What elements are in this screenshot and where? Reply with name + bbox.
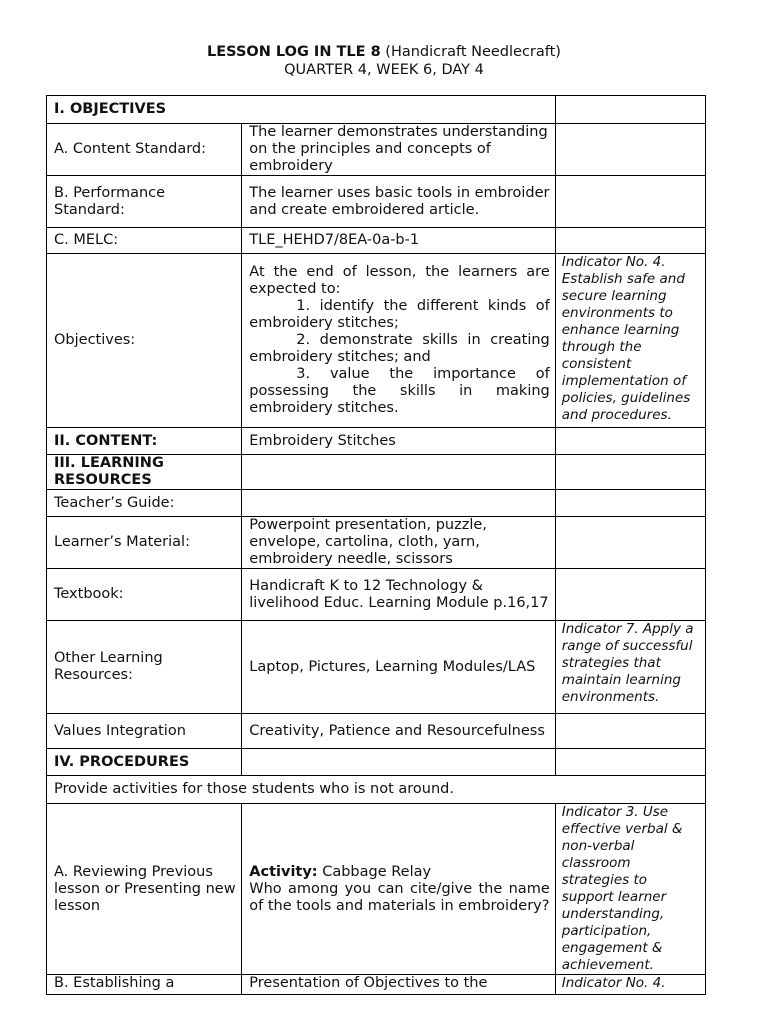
indicator-cell	[555, 749, 705, 776]
other-resources-indicator: Indicator 7. Apply a range of successful strategies that maintain learning environments.	[555, 621, 705, 714]
indicator-cell	[555, 96, 705, 124]
document-subtitle: QUARTER 4, WEEK 6, DAY 4	[284, 62, 484, 78]
indicator-cell	[555, 490, 705, 517]
table-row	[47, 714, 706, 749]
content-label: II. CONTENT:	[47, 428, 242, 455]
textbook-value: Handicraft K to 12 Technology & livelihood Educ. Learning Module p.16,17	[242, 569, 555, 621]
objectives-heading: I. OBJECTIVES	[47, 96, 556, 124]
indicator-cell	[555, 176, 705, 228]
empty-cell	[242, 749, 555, 776]
objectives-intro: At the end of lesson, the learners are expected to:	[249, 264, 550, 297]
activity-name: Cabbage Relay	[317, 863, 432, 880]
table-row	[47, 96, 706, 124]
textbook-label: Textbook:	[47, 569, 242, 621]
indicator-cell	[555, 228, 705, 254]
objective-item-3: 3. value the importance of possessing the skills in making embroidery stitches.	[249, 366, 550, 416]
document-title: LESSON LOG IN TLE 8 (Handicraft Needlecraft)	[207, 44, 561, 60]
indicator-cell	[555, 714, 705, 749]
absent-students-note: Provide activities for those students who is not around.	[47, 776, 706, 804]
objectives-value	[242, 254, 555, 428]
indicator-cell	[555, 517, 705, 569]
table-row	[47, 621, 706, 714]
table-row	[47, 749, 706, 776]
content-standard-value: The learner demonstrates understanding on the principles and concepts of embroidery	[242, 124, 555, 176]
melc-value: TLE_HEHD7/8EA-0a-b-1	[242, 228, 555, 254]
table-row	[47, 254, 706, 428]
values-integration-label: Values Integration	[47, 714, 242, 749]
table-row	[47, 428, 706, 455]
objectives-indicator: Indicator No. 4. Establish safe and secure learning environments to enhance learning through the consistent implementation of policies, guidelines and procedures.	[555, 254, 705, 428]
activity-label: Activity:	[249, 863, 318, 880]
performance-standard-label: B. Performance Standard:	[47, 176, 242, 228]
procedures-heading: IV. PROCEDURES	[47, 749, 242, 776]
table-row	[47, 569, 706, 621]
objectives-label: Objectives:	[47, 254, 242, 428]
table-row	[47, 517, 706, 569]
melc-label: C. MELC:	[47, 228, 242, 254]
establishing-indicator: Indicator No. 4.	[555, 975, 705, 995]
indicator-cell	[555, 455, 705, 490]
establishing-value: Presentation of Objectives to the	[242, 975, 555, 995]
other-resources-label: Other Learning Resources:	[47, 621, 242, 714]
learners-material-label: Learner’s Material:	[47, 517, 242, 569]
table-row	[47, 124, 706, 176]
teachers-guide-label: Teacher’s Guide:	[47, 490, 242, 517]
table-row	[47, 176, 706, 228]
objective-item-1: 1. identify the different kinds of embroidery stitches;	[249, 298, 550, 331]
performance-standard-value: The learner uses basic tools in embroider and create embroidered article.	[242, 176, 555, 228]
content-value: Embroidery Stitches	[242, 428, 555, 455]
document-header	[0, 43, 768, 79]
activity-question: Who among you can cite/give the name of the tools and materials in embroidery?	[249, 880, 550, 914]
values-integration-value: Creativity, Patience and Resourcefulness	[242, 714, 555, 749]
content-standard-label: A. Content Standard:	[47, 124, 242, 176]
learners-material-value: Powerpoint presentation, puzzle, envelope, cartolina, cloth, yarn, embroidery needle, scissors	[242, 517, 555, 569]
teachers-guide-value	[242, 490, 555, 517]
reviewing-label: A. Reviewing Previous lesson or Presenting new lesson	[47, 804, 242, 975]
activity-line	[249, 864, 549, 881]
objective-item-2: 2. demonstrate skills in creating embroidery stitches; and	[249, 332, 550, 365]
table-row	[47, 490, 706, 517]
learning-resources-heading: III. LEARNING RESOURCES	[47, 455, 242, 490]
establishing-label: B. Establishing a	[47, 975, 242, 995]
table-row	[47, 228, 706, 254]
reviewing-indicator: Indicator 3. Use effective verbal & non-verbal classroom strategies to support learner understanding, participation, engagement & achievement.	[555, 804, 705, 975]
other-resources-value: Laptop, Pictures, Learning Modules/LAS	[242, 621, 555, 714]
table-row	[47, 804, 706, 975]
lesson-log-table	[46, 95, 706, 995]
table-row	[47, 975, 706, 995]
reviewing-value	[242, 804, 555, 975]
indicator-cell	[555, 569, 705, 621]
table-row	[47, 455, 706, 490]
indicator-cell	[555, 124, 705, 176]
table-row	[47, 776, 706, 804]
empty-cell	[242, 455, 555, 490]
indicator-cell	[555, 428, 705, 455]
